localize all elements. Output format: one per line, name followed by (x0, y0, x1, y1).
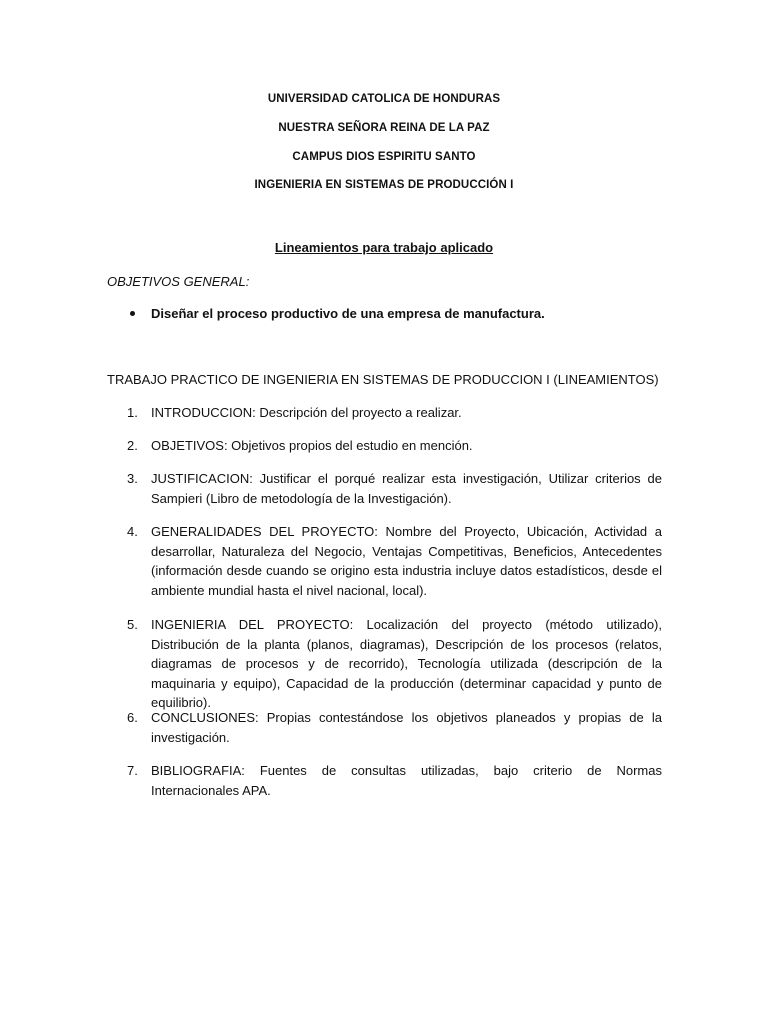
campus-name: CAMPUS DIOS ESPIRITU SANTO (292, 151, 476, 163)
list-item (127, 761, 662, 800)
list-item-number: 7. (127, 763, 138, 778)
list-item-number: 4. (127, 524, 138, 539)
university-patron: NUESTRA SEÑORA REINA DE LA PAZ (278, 122, 490, 134)
list-item-text: GENERALIDADES DEL PROYECTO: Nombre del Proyecto, Ubicación, Actividad a desarrollar, Naturaleza del Negocio, Ventajas Competitivas, Beneficios, Antecedentes (información desde cuando se origino esta industria incluye datos estadísticos, desde el ambiente mundial hasta el nivel nacional, local). (151, 524, 662, 598)
list-item (127, 708, 662, 747)
list-item (127, 522, 662, 600)
objectives-heading: OBJETIVOS GENERAL: (107, 274, 250, 289)
list-item-number: 1. (127, 405, 138, 420)
list-item-text: INTRODUCCION: Descripción del proyecto a realizar. (151, 405, 462, 420)
list-item-text: INGENIERIA DEL PROYECTO: Localización del proyecto (método utilizado), Distribución de la planta (planos, diagramas), Descripción de los procesos (relatos, diagramas de procesos y de recorrido), Tecnología utilizada (descripción de la maquinaria y equipo), Capacidad de la producción (determinar capacidad y punto de equilibrio). (151, 617, 662, 710)
list-item (127, 403, 662, 423)
university-name: UNIVERSIDAD CATOLICA DE HONDURAS (267, 93, 501, 105)
course-name: INGENIERIA EN SISTEMAS DE PRODUCCIÓN I (254, 179, 514, 191)
list-item-text: JUSTIFICACION: Justificar el porqué realizar esta investigación, Utilizar criterios de Sampieri (Libro de metodología de la Investigación). (151, 471, 662, 506)
list-item-text: BIBLIOGRAFIA: Fuentes de consultas utilizadas, bajo criterio de Normas Internacionales APA. (151, 763, 662, 798)
objective-bullet-item (130, 306, 545, 321)
objective-text: Diseñar el proceso productivo de una empresa de manufactura. (151, 306, 545, 321)
document-title: Lineamientos para trabajo aplicado (274, 240, 494, 255)
list-item-text: OBJETIVOS: Objetivos propios del estudio en mención. (151, 438, 473, 453)
list-item-number: 6. (127, 710, 138, 725)
list-item-number: 3. (127, 471, 138, 486)
list-item-number: 5. (127, 617, 138, 632)
list-item-number: 2. (127, 438, 138, 453)
list-item (127, 436, 662, 456)
list-item-text: CONCLUSIONES: Propias contestándose los objetivos planeados y propias de la investigación. (151, 710, 662, 745)
practice-heading: TRABAJO PRACTICO DE INGENIERIA EN SISTEMAS DE PRODUCCION I (LINEAMIENTOS) (107, 372, 659, 387)
bullet-icon (130, 311, 135, 316)
list-item (127, 469, 662, 508)
list-item (127, 615, 662, 713)
